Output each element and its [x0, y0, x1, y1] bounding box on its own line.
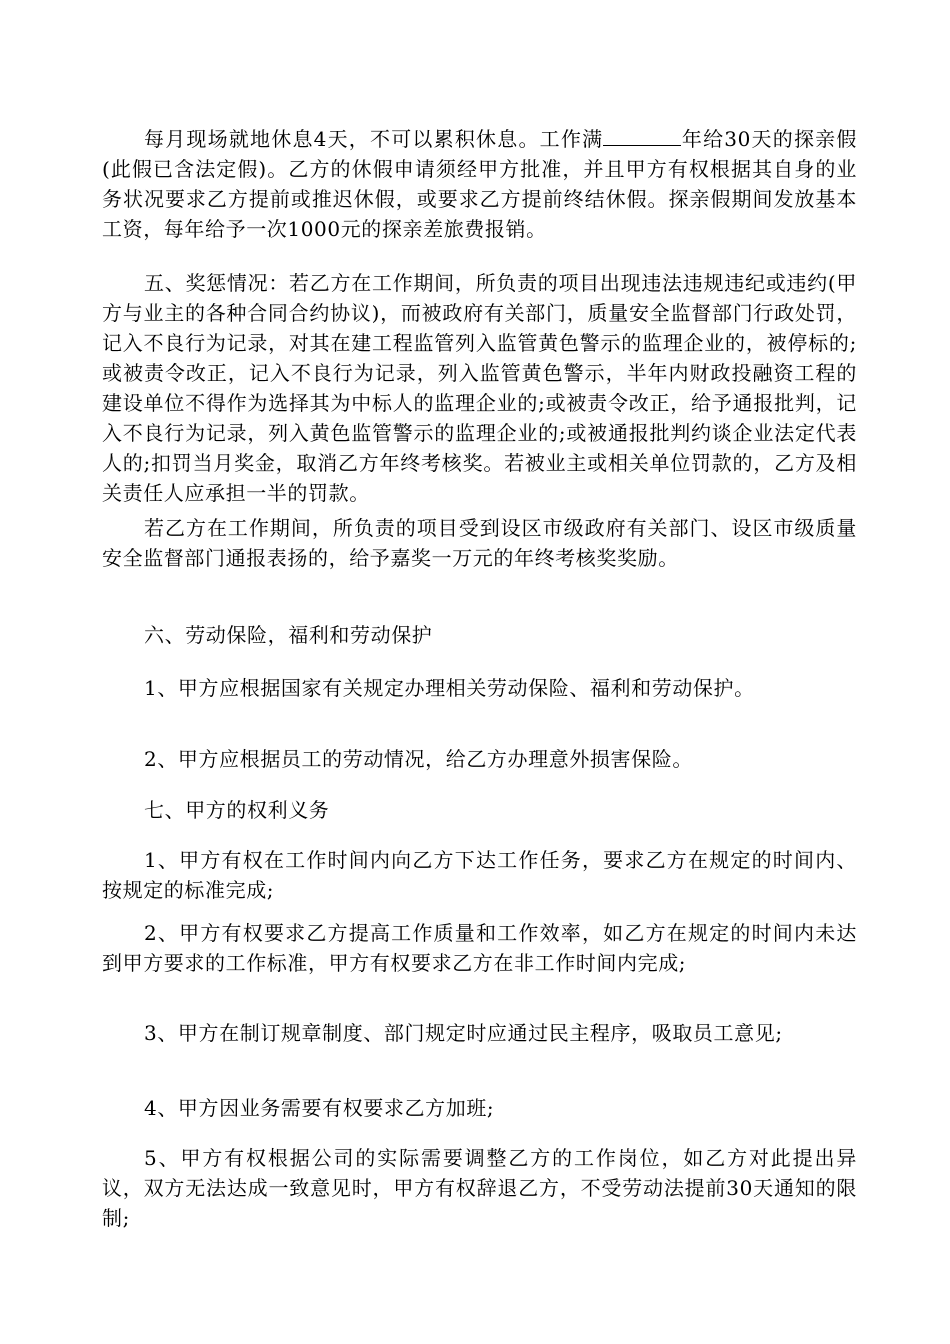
paragraph-rights-item-1: 1、甲方有权在工作时间内向乙方下达工作任务，要求乙方在规定的时间内、按规定的标准完成; [102, 848, 857, 902]
paragraph-insurance-item-2: 2、甲方应根据员工的劳动情况，给乙方办理意外损害保险。 [144, 747, 693, 771]
paragraph-commendation: 若乙方在工作期间，所负责的项目受到设区市级政府有关部门、设区市级质量安全监督部门通报表扬的，给予嘉奖一万元的年终考核奖奖励。 [102, 516, 857, 570]
paragraph-rights-item-2: 2、甲方有权要求乙方提高工作质量和工作效率，如乙方在规定的时间内未达到甲方要求的工作标准，甲方有权要求乙方在非工作时间内完成; [102, 921, 857, 975]
fill-in-blank [603, 127, 681, 146]
paragraph-rewards-penalties: 五、奖惩情况：若乙方在工作期间，所负责的项目出现违法违规违纪或违约(甲方与业主的各种合同合约协议)，而被政府有关部门，质量安全监督部门行政处罚，记入不良行为记录，对其在建工程监管列入监管黄色警示的监理企业的，被停标的;或被责令改正，记入不良行为记录，列入监管黄色警示，半年内财政投融资工程的建设单位不得作为选择其为中标人的监理企业的;或被责令改正，给予通报批判，记入不良行为记录，列入黄色监管警示的监理企业的;或被通报批判约谈企业法定代表人的;扣罚当月奖金，取消乙方年终考核奖。若被业主或相关单位罚款的，乙方及相关责任人应承担一半的罚款。 [102, 271, 857, 505]
paragraph-leave-policy [102, 124, 857, 244]
heading-labor-insurance: 六、劳动保险，福利和劳动保护 [144, 623, 433, 647]
paragraph-rights-item-5: 5、甲方有权根据公司的实际需要调整乙方的工作岗位，如乙方对此提出异议，双方无法达成一致意见时，甲方有权辞退乙方，不受劳动法提前30天通知的限制; [102, 1146, 857, 1230]
paragraph-insurance-item-1: 1、甲方应根据国家有关规定办理相关劳动保险、福利和劳动保护。 [144, 676, 755, 700]
paragraph-rights-item-3: 3、甲方在制订规章制度、部门规定时应通过民主程序，吸取员工意见; [144, 1021, 783, 1045]
paragraph-rights-item-4: 4、甲方因业务需要有权要求乙方加班; [144, 1096, 495, 1120]
paragraph-leave-policy-text-1: 每月现场就地休息4天，不可以累积休息。工作满 [144, 127, 604, 151]
paragraph-leave-policy-text-2: 年给30天的探亲假(此假已含法定假)。乙方的休假申请须经甲方批准，并且甲方有权根据其自身的业务状况要求乙方提前或推迟休假，或要求乙方提前终结休假。探亲假期间发放基本工资，每年给予一次1000元的探亲差旅费报销。 [102, 127, 857, 241]
heading-party-a-rights: 七、甲方的权利义务 [144, 798, 330, 822]
